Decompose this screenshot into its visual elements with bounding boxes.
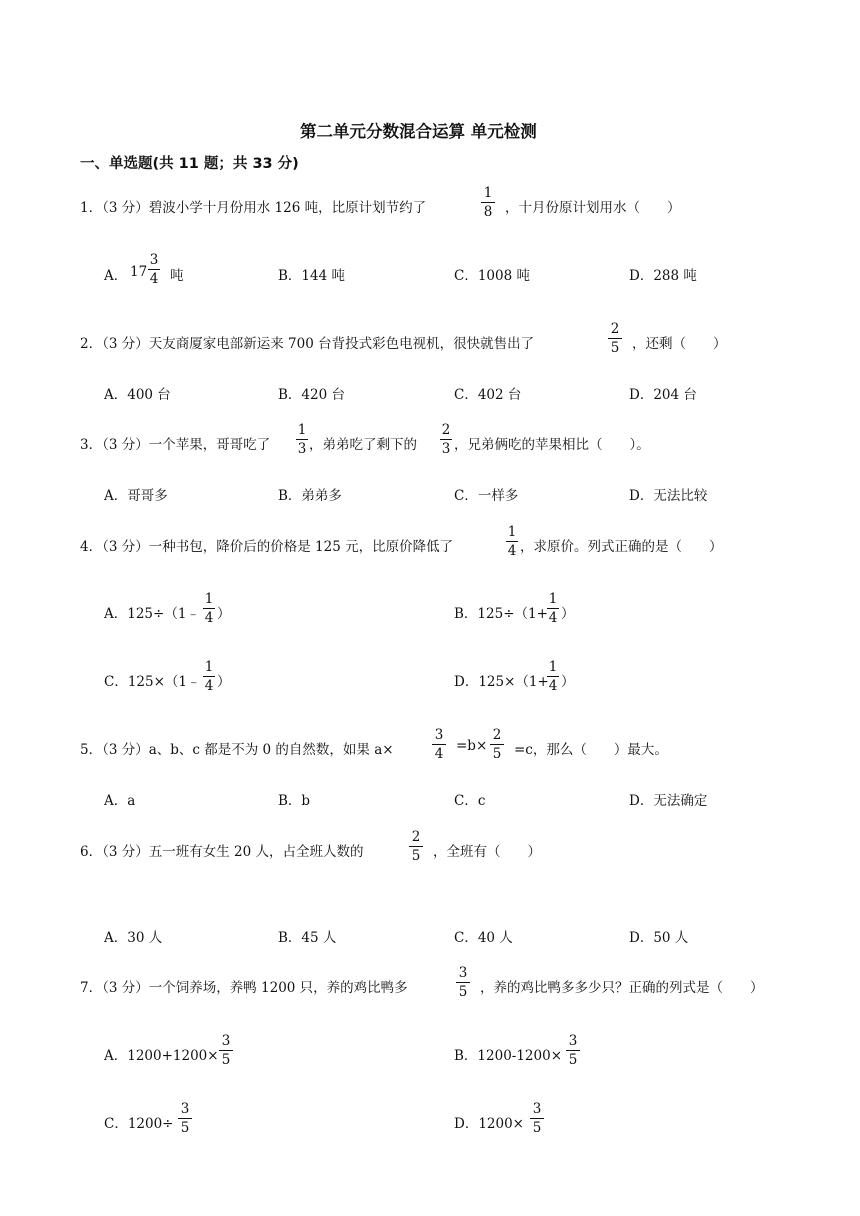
option-a[interactable]: A．1200+1200×	[104, 1048, 219, 1064]
question-3-mid: ，弟弟吃了剩下的	[309, 437, 417, 453]
question-3-text: 3．（3 分）一个苹果，哥哥吃了	[80, 437, 271, 453]
option-a[interactable]: A．a	[104, 793, 136, 809]
fraction: 1 4	[507, 524, 517, 559]
fraction: 3 5	[566, 1033, 580, 1068]
fraction: 2 5	[490, 727, 504, 762]
option-d-close: ）	[561, 674, 575, 690]
fraction: 1 4	[204, 659, 214, 694]
option-c[interactable]: C．1008 吨	[454, 268, 530, 284]
fraction: 1 4	[204, 591, 214, 626]
question-4-tail: ，求原价。列式正确的是（ ）	[520, 539, 723, 555]
question-6-text: 6．（3 分）五一班有女生 20 人，占全班人数的	[80, 844, 364, 860]
question-2-text: 2．（3 分）天友商厦家电部新运来 700 台背投式彩色电视机，很快就售出了	[80, 336, 535, 352]
question-7-tail: ，养的鸡比鸭多多少只？正确的列式是（ ）	[480, 980, 764, 996]
fraction: 3 4	[432, 727, 446, 762]
option-b[interactable]: B．1200-1200×	[454, 1048, 563, 1064]
option-c-close: ）	[217, 674, 231, 690]
question-1-text: 1．（3 分）碧波小学十月份用水 126 吨，比原计划节约了	[80, 200, 427, 216]
option-label[interactable]: A．	[104, 268, 128, 284]
section-heading: 一、单选题(共 11 题；共 33 分)	[80, 156, 299, 172]
option-c[interactable]: C．c	[454, 793, 486, 809]
option-b[interactable]: B．b	[278, 793, 311, 809]
option-b[interactable]: B．420 台	[278, 387, 345, 403]
option-d[interactable]: D．无法确定	[629, 793, 708, 809]
option-d[interactable]: D．50 人	[629, 930, 689, 946]
question-5-mid: =b×	[456, 738, 488, 754]
fraction: 1 4	[548, 659, 558, 694]
option-c[interactable]: C．125×（1﹣	[104, 674, 201, 690]
question-1-tail: ，十月份原计划用水（ ）	[505, 200, 681, 216]
fraction: 3 5	[456, 965, 470, 1000]
option-d[interactable]: D．288 吨	[629, 268, 697, 284]
question-6-tail: ，全班有（ ）	[433, 844, 541, 860]
question-4-text: 4．（3 分）一种书包，降价后的价格是 125 元，比原价降低了	[80, 539, 454, 555]
fraction: 1 4	[548, 591, 558, 626]
question-2-tail: ，还剩（ ）	[632, 336, 727, 352]
option-c[interactable]: C．40 人	[454, 930, 513, 946]
option-a[interactable]: A．哥哥多	[104, 488, 168, 504]
option-d[interactable]: D．1200×	[454, 1116, 524, 1132]
question-5-tail: =c，那么（ ）最大。	[514, 742, 668, 758]
option-d[interactable]: D．125×（1+	[454, 674, 549, 690]
option-d[interactable]: D．204 台	[629, 387, 697, 403]
question-3-tail: ，兄弟俩吃的苹果相比（ ）。	[454, 437, 650, 453]
option-b[interactable]: B．弟弟多	[278, 488, 342, 504]
option-d[interactable]: D．无法比较	[629, 488, 708, 504]
fraction: 3 5	[530, 1101, 544, 1136]
option-a[interactable]: A．125÷（1﹣	[104, 606, 200, 622]
fraction: 3 5	[178, 1101, 192, 1136]
question-5-text: 5．（3 分）a、b、c 都是不为 0 的自然数，如果 a×	[80, 742, 394, 758]
fraction: 3 5	[219, 1033, 233, 1068]
option-b[interactable]: B．125÷（1+	[454, 606, 548, 622]
option-b[interactable]: B．45 人	[278, 930, 337, 946]
option-c[interactable]: C．402 台	[454, 387, 522, 403]
option-b-close: ）	[561, 606, 575, 622]
fraction: 2 5	[409, 829, 423, 864]
option-a[interactable]: A．400 台	[104, 387, 171, 403]
mixed-number-whole: 17	[130, 264, 148, 280]
fraction: 3 4	[149, 252, 159, 287]
option-a-close: ）	[217, 606, 231, 622]
question-7-text: 7．（3 分）一个饲养场，养鸭 1200 只，养的鸡比鸭多	[80, 980, 408, 996]
option-a[interactable]: A．30 人	[104, 930, 163, 946]
option-c[interactable]: C．一样多	[454, 488, 519, 504]
page-title: 第二单元分数混合运算 单元检测	[300, 122, 537, 141]
fraction: 1 3	[297, 422, 307, 457]
option-c[interactable]: C．1200÷	[104, 1116, 174, 1132]
fraction: 2 3	[441, 422, 451, 457]
fraction: 2 5	[608, 321, 622, 356]
option-b[interactable]: B．144 吨	[278, 268, 345, 284]
option-unit: 吨	[170, 268, 184, 284]
fraction: 1 8	[481, 185, 495, 220]
